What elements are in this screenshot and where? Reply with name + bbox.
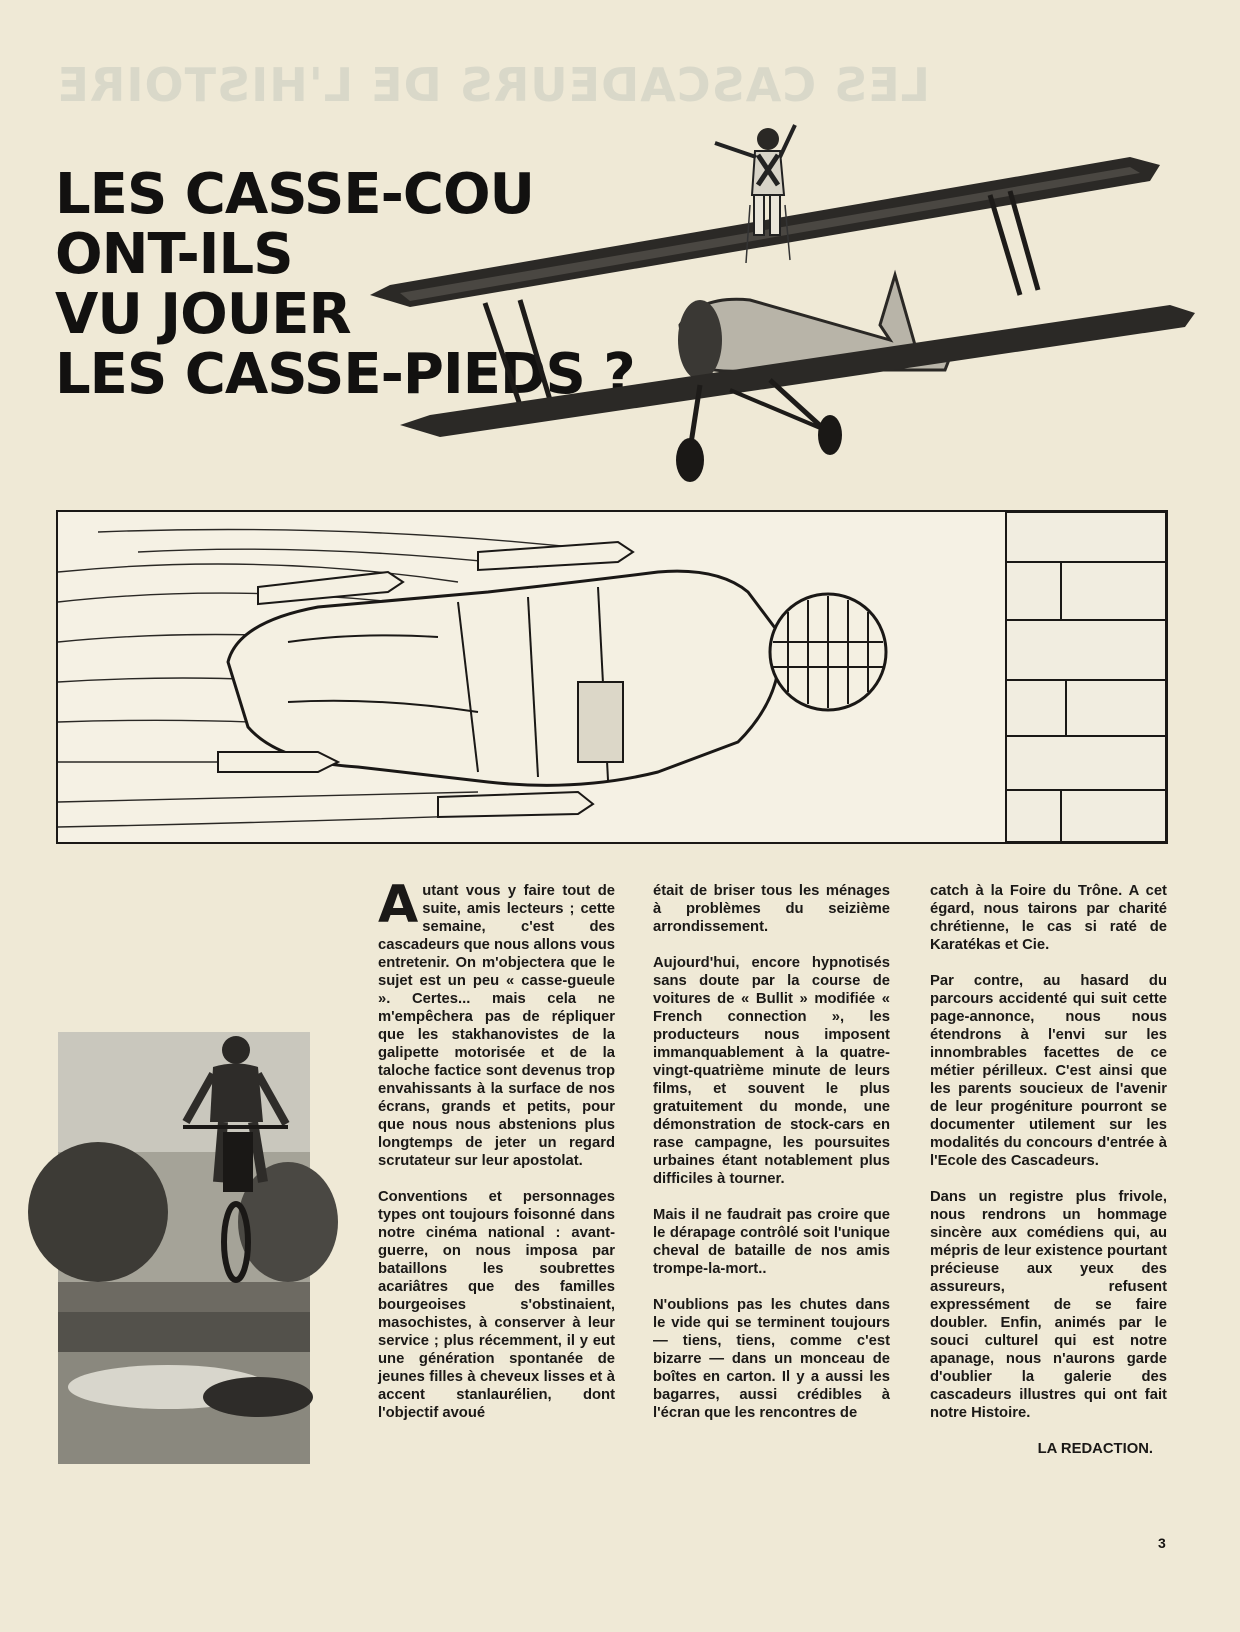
headline-line-2: ONT-ILS — [55, 222, 293, 287]
show-through-header: LES CASCADEURS DE L'HISTOIRE — [56, 58, 930, 112]
motorcycle-jump-drawing — [58, 1032, 310, 1464]
article-paragraph: N'oublions pas les chutes dans le vide qui se terminent toujours — tiens, tiens, comme c'est bizarre — dans un monceau de boîtes en carton. Il y a aussi les bagarres, aussi crédibles à l'écran que les rencontres de — [653, 1297, 890, 1421]
rocket-stuntman-illustration — [56, 510, 1168, 844]
headline-line-3: VU JOUER — [55, 282, 351, 347]
article-paragraph: Mais il ne faudrait pas croire que le dérapage contrôlé soit l'unique cheval de bataille de nos amis trompe-la-mort.. — [653, 1207, 890, 1277]
dropcap: A — [378, 875, 419, 935]
article-paragraph: était de briser tous les ménages à problèmes du seizième arrondissement. — [653, 883, 890, 935]
biplane-wingwalker-photo — [370, 95, 1210, 505]
article-column-2 — [653, 882, 890, 1440]
paragraph-text: utant vous y faire tout de suite, amis lecteurs ; cette semaine, c'est des cascadeurs que nous allons vous entretenir. On m'objectera que le sujet est un peu « casse-gueule ». Certes... mais cela ne m'empêchera pas de répliquer que les stakhanovistes de la galipette motorisée et de la taloche factice sont devenus trop envahissants à la surface de nos écrans, grands et petits, pour que nous nous abstenions plus longtemps de jeter un regard scrutateur sur leur apostolat. — [378, 883, 615, 1169]
article-paragraph — [378, 875, 615, 1170]
article-paragraph: Dans un registre plus frivole, nous rendrons un hommage sincère aux comédiens qui, au mépris de leur existence pourtant précieuse aux yeux des assureurs, refusent expressément de se faire doubler. Enfin, animés par le souci culturel qui est notre apanage, nous n'aurons garde d'oublier la galerie des cascadeurs illustres qui ont fait notre Histoire. — [930, 1189, 1167, 1421]
article-column-3 — [930, 882, 1167, 1458]
headline-line-4: LES CASSE-PIEDS ? — [55, 342, 635, 407]
illustration-drawing — [58, 512, 1166, 842]
article-paragraph: catch à la Foire du Trône. A cet égard, nous tairons par charité chrétienne, le cas si raté de Karatékas et Cie. — [930, 883, 1167, 953]
article-paragraph: Par contre, au hasard du parcours accidenté qui suit cette page-annonce, nous nous étendrons à l'envi sur les innombrables facettes de ce métier périlleux. C'est ainsi que les parents soucieux de l'avenir de leur progéniture pourront se documenter utilement sur les modalités du concours d'entrée à l'Ecole des Cascadeurs. — [930, 973, 1167, 1169]
signature: LA REDACTION. — [1037, 1441, 1153, 1457]
article-paragraph: Aujourd'hui, encore hypnotisés sans doute par la course de voitures de « Bullit » modifiée « French connection », les producteurs nous imposent immanquablement à la quatre-vingt-quatrième minute de leurs films, et souvent le plus gratuitement du monde, une démonstration de stock-cars en rase campagne, les poursuites urbaines étant notablement plus difficiles à tourner. — [653, 955, 890, 1187]
article-column-1 — [378, 875, 615, 1440]
headline-line-1: LES CASSE-COU — [55, 162, 535, 227]
motorcycle-jump-photo — [58, 1032, 310, 1464]
article-paragraph: Conventions et personnages types ont toujours foisonné dans notre cinéma national : avant-guerre, on nous imposa par bataillons les soubrettes acariâtres que des familles bourgeoises s'obstinaient, masochistes, à conserver à leur service ; plus récemment, il y eut une génération spontanée de jeunes filles à cheveux lisses et à accent stanlaurélien, dont l'objectif avoué — [378, 1189, 615, 1421]
page-number: 3 — [1158, 1535, 1166, 1551]
